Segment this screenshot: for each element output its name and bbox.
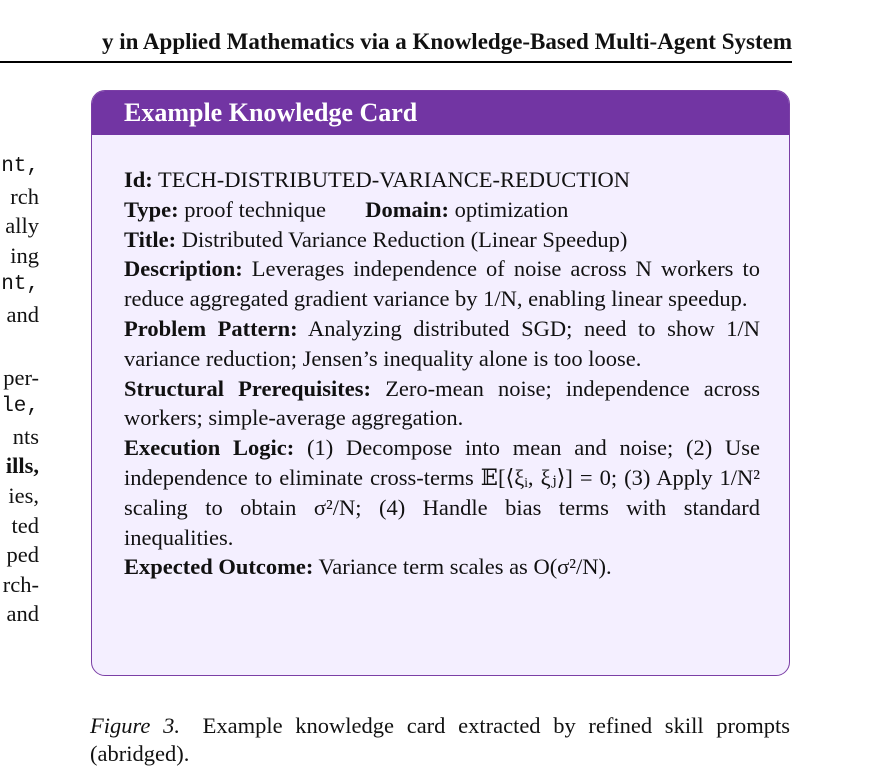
- prerequisites-label: Structural Prerequisites:: [124, 375, 372, 401]
- description-value: Leverages independence of noise across N workers to reduce aggregated gradient variance by 1/N, enabling linear speedup.: [124, 256, 760, 312]
- card-outcome-row: [124, 552, 760, 582]
- card-title-row: [124, 225, 760, 255]
- prerequisites-value: Zero-mean noise; independence across workers; simple-average aggregation.: [124, 375, 760, 431]
- problem-pattern-label: Problem Pattern:: [124, 315, 298, 341]
- title-label: Title:: [124, 226, 177, 252]
- page-header: [0, 27, 792, 63]
- id-value: TECH-DISTRIBUTED-VARIANCE-REDUCTION: [157, 167, 631, 192]
- expected-outcome-label: Expected Outcome:: [124, 554, 314, 580]
- figure-caption: [90, 712, 790, 768]
- left-column-line: nt,: [1, 273, 39, 297]
- card-body: [124, 165, 760, 582]
- type-label: Type:: [124, 196, 179, 222]
- left-column-line: rch: [10, 183, 39, 209]
- problem-pattern-value: Analyzing distributed SGD; need to show 1/N variance reduction; Jensen’s inequality alone is too loose.: [124, 315, 760, 371]
- left-column-line: ted: [11, 512, 39, 538]
- id-label: Id:: [124, 167, 153, 192]
- left-column-line: nts: [12, 423, 39, 449]
- left-column-line: le,: [1, 395, 39, 419]
- title-value: Distributed Variance Reduction (Linear Speedup): [181, 226, 628, 252]
- card-id-row: [124, 165, 760, 195]
- execution-logic-label: Execution Logic:: [124, 435, 295, 461]
- knowledge-card: [91, 90, 790, 676]
- left-column-line: ills,: [5, 453, 39, 479]
- domain-value: optimization: [454, 196, 569, 222]
- expected-outcome-value: Variance term scales as O(σ²/N).: [318, 554, 612, 580]
- left-column-line: ally: [5, 213, 39, 239]
- figure-label: Figure 3.: [90, 713, 180, 738]
- description-label: Description:: [124, 256, 243, 282]
- left-column-line: per-: [3, 364, 39, 390]
- left-column-line: ing: [10, 242, 39, 268]
- card-problem-row: [124, 314, 760, 374]
- card-type-row: [124, 195, 760, 225]
- left-column-line: ped: [6, 542, 39, 568]
- left-column-line: rch-: [2, 571, 39, 597]
- left-column-line: nt,: [1, 155, 39, 178]
- card-description-row: [124, 254, 760, 314]
- running-title: y in Applied Mathematics via a Knowledge-Based Multi-Agent System: [102, 29, 792, 54]
- card-prereq-row: [124, 374, 760, 434]
- left-column-line: [0, 330, 39, 363]
- left-column-line: and: [6, 601, 39, 627]
- caption-text: Example knowledge card extracted by refined skill prompts (abridged).: [90, 713, 791, 766]
- left-column-fragment: [0, 152, 39, 629]
- execution-logic-value: (1) Decompose into mean and noise; (2) Use independence to eliminate cross-terms 𝔼[⟨ξᵢ, ξⱼ⟩] = 0; (3) Apply 1/N² scaling to obtain σ²/N; (4) Handle bias terms with standard inequalities.: [124, 435, 761, 550]
- left-column-line: ies,: [8, 482, 39, 508]
- card-title: Example Knowledge Card: [92, 91, 789, 135]
- domain-label: Domain:: [365, 196, 450, 222]
- type-value: proof technique: [184, 196, 327, 222]
- card-execution-row: [124, 433, 760, 552]
- left-column-line: and: [6, 301, 39, 327]
